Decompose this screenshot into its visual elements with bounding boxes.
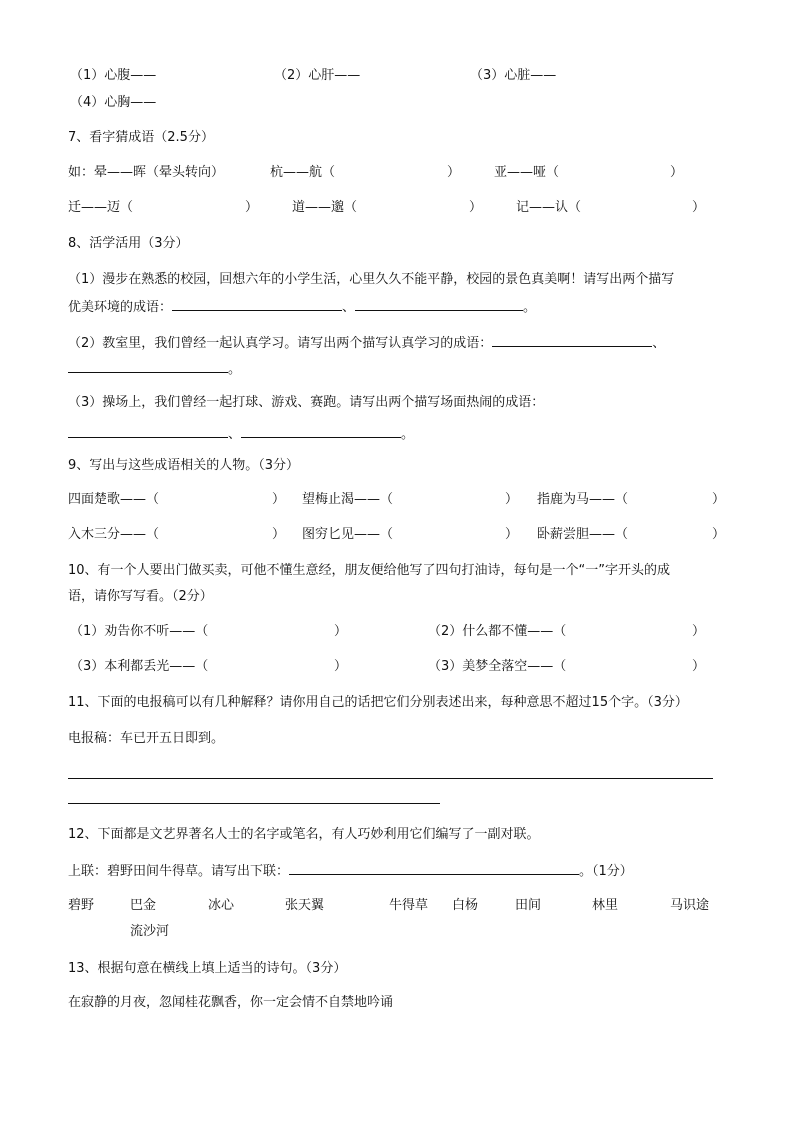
q7-item-4-close: ） — [469, 200, 483, 215]
q12-couplet-line — [68, 862, 633, 880]
q12-name-8: 林里 — [592, 898, 619, 913]
q12-couplet-answer[interactable] — [289, 862, 579, 875]
q10-item-2-close: ） — [692, 624, 706, 639]
q12-name-9: 马识途 — [670, 898, 710, 913]
q9-item-1: 四面楚歌——（ — [68, 492, 160, 507]
q10-line1: 10、有一个人要出门做买卖，可他不懂生意经，朋友便给他写了四句打油诗，每句是一个“一”字开头的成 — [68, 563, 671, 578]
q10-item-1: （1）劝告你不听——（ — [70, 624, 209, 639]
q8-p1-answer-1[interactable] — [172, 298, 342, 311]
q13-text: 在寂静的月夜，忽闻桂花飘香，你一定会情不自禁地吟诵 — [68, 995, 394, 1010]
q12-name-5: 牛得草 — [389, 898, 429, 913]
q8-p3-answer-1[interactable] — [68, 425, 228, 438]
q8-p3-line2 — [68, 425, 414, 443]
q8-title: 8、活学活用（3分） — [68, 236, 189, 251]
q8-p1-prompt: 优美环境的成语： — [68, 300, 173, 315]
q13-title: 13、根据句意在横线上填上适当的诗句。（3分） — [68, 961, 347, 976]
q7-item-1-close: ） — [447, 165, 461, 180]
q11-title: 11、下面的电报稿可以有几种解释？请你用自己的话把它们分别表述出来，每种意思不超过15个字。（3分） — [68, 695, 688, 710]
q12-name-7: 田间 — [515, 898, 542, 913]
q7-title: 7、看字猜成语（2.5分） — [68, 130, 214, 145]
q8-p2-line — [68, 334, 665, 352]
q8-p2-answer-1[interactable] — [492, 334, 652, 347]
q9-item-6: 卧薪尝胆——（ — [537, 527, 629, 542]
q8-p3-sep: 、 — [228, 427, 242, 442]
q7-item-5-close: ） — [692, 200, 706, 215]
q9-item-5: 图穷匕见——（ — [302, 527, 394, 542]
q7-item-5: 记——认（ — [516, 200, 582, 215]
q10-item-2: （2）什么都不懂——（ — [428, 624, 567, 639]
q12-title: 12、下面都是文艺界著名人士的名字或笔名，有人巧妙利用它们编写了一副对联。 — [68, 827, 540, 842]
q11-answer-line-1[interactable] — [68, 778, 713, 779]
q8-p2-end: 。 — [228, 362, 242, 377]
q8-p3-prompt: （3）操场上，我们曾经一起打球、游戏、赛跑。请写出两个描写场面热闹的成语： — [68, 395, 545, 410]
q7-item-4: 道——邈（ — [292, 200, 358, 215]
q7-item-3-close: ） — [245, 200, 259, 215]
q12-name-1: 碧野 — [68, 898, 95, 913]
q12-name-4: 张天翼 — [285, 898, 325, 913]
q7-item-2: 亚——哑（ — [494, 165, 560, 180]
q12-couplet-prompt: 上联：碧野田间牛得草。请写出下联： — [68, 864, 290, 879]
q9-item-4: 入木三分——（ — [68, 527, 160, 542]
q8-p1-end: 。 — [523, 300, 537, 315]
q7-item-2-close: ） — [670, 165, 684, 180]
q9-item-3-close: ） — [712, 492, 726, 507]
q9-item-5-close: ） — [505, 527, 519, 542]
q8-p1-answer-2[interactable] — [355, 298, 523, 311]
q12-name-2: 巴金 — [130, 898, 157, 913]
q8-p2-answer-2[interactable] — [68, 360, 228, 373]
q9-item-2-close: ） — [505, 492, 519, 507]
q12-score: 。（1分） — [579, 864, 633, 879]
q11-answer-line-2[interactable] — [68, 803, 440, 804]
q9-item-4-close: ） — [272, 527, 286, 542]
q10-item-3: （3）本利都丢光——（ — [70, 659, 209, 674]
q6-item-3: （3）心脏—— — [470, 68, 557, 83]
q9-item-6-close: ） — [712, 527, 726, 542]
q9-item-3: 指鹿为马——（ — [537, 492, 629, 507]
q7-example: 如：晕——晖（晕头转向） — [68, 165, 225, 180]
q10-line2: 语，请你写写看。（2分） — [68, 589, 213, 604]
q9-item-1-close: ） — [272, 492, 286, 507]
q8-p3-end: 。 — [401, 427, 415, 442]
q8-p2-line2 — [68, 360, 241, 378]
q8-p3-answer-2[interactable] — [241, 425, 401, 438]
q8-p1-sep: 、 — [342, 300, 356, 315]
q12-name-10: 流沙河 — [130, 924, 170, 939]
q8-p2-prompt: （2）教室里，我们曾经一起认真学习。请写出两个描写认真学习的成语： — [68, 336, 493, 351]
q9-title: 9、写出与这些成语相关的人物。（3分） — [68, 458, 300, 473]
q6-item-1: （1）心腹—— — [70, 68, 157, 83]
q8-p1-line1: （1）漫步在熟悉的校园，回想六年的小学生活，心里久久不能平静，校园的景色真美啊！请写出两个描写 — [68, 272, 675, 287]
q9-item-2: 望梅止渴——（ — [302, 492, 394, 507]
q8-p2-sep: 、 — [652, 336, 666, 351]
q10-item-4: （3）美梦全落空——（ — [428, 659, 567, 674]
q12-name-3: 冰心 — [208, 898, 235, 913]
q6-item-2: （2）心肝—— — [274, 68, 361, 83]
q10-item-4-close: ） — [692, 659, 706, 674]
q10-item-1-close: ） — [334, 624, 348, 639]
q7-item-1: 杭——航（ — [270, 165, 336, 180]
q8-p1-line2 — [68, 298, 536, 316]
q11-telegram: 电报稿：车已开五日即到。 — [68, 731, 225, 746]
q10-item-3-close: ） — [334, 659, 348, 674]
q7-item-3: 迁——迈（ — [68, 200, 134, 215]
q12-name-6: 白杨 — [452, 898, 479, 913]
q6-item-4: （4）心胸—— — [70, 95, 157, 110]
